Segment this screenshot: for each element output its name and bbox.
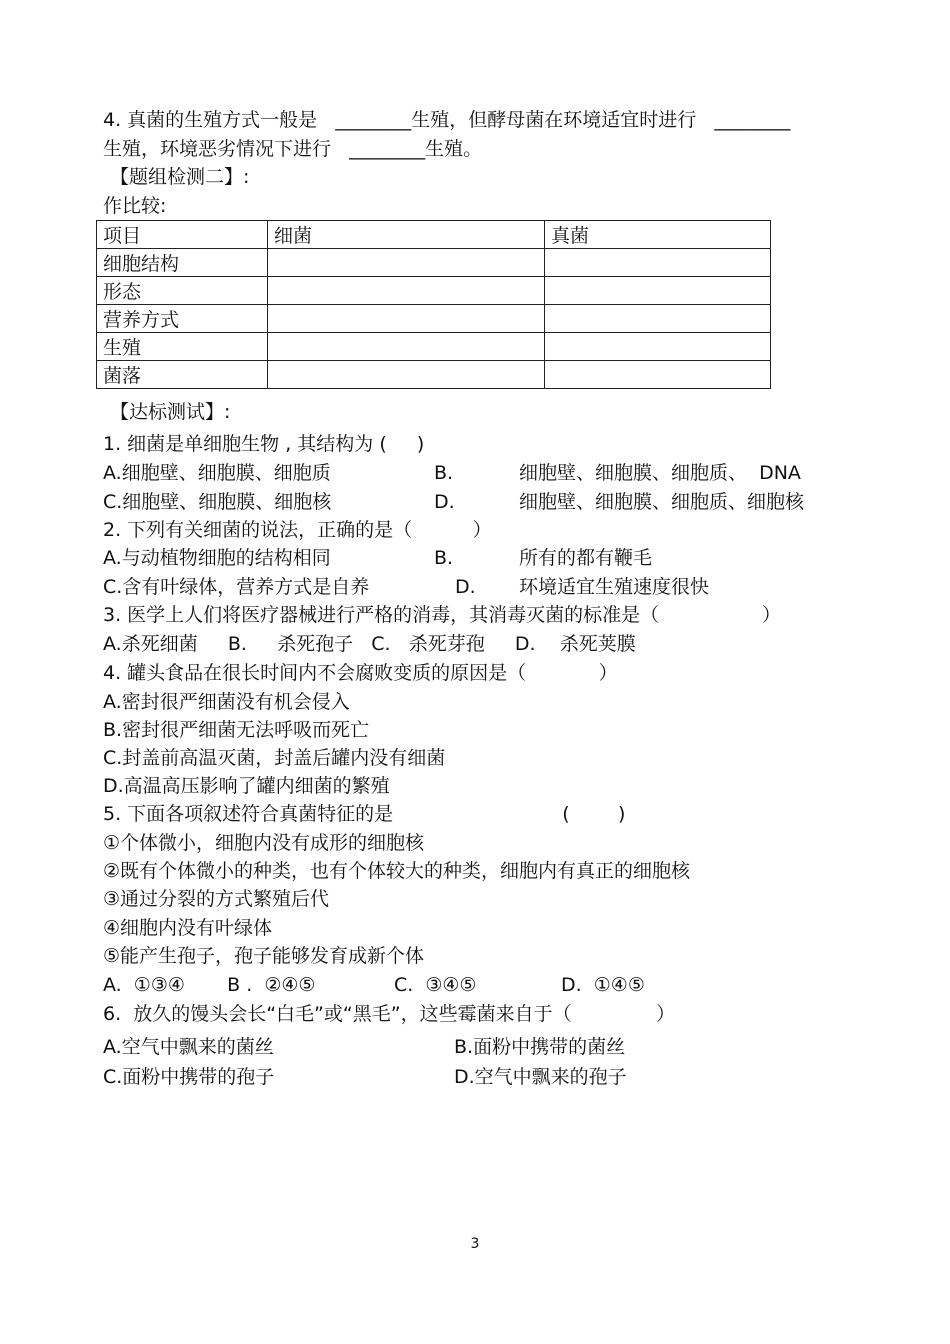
q3-options: A.杀死细菌 B. 杀死孢子 C. 杀死芽孢 D. 杀死荚膜 bbox=[103, 633, 636, 655]
row-label: 生殖 bbox=[97, 333, 268, 361]
table-cell bbox=[545, 361, 771, 389]
q5-statement-1: ①个体微小，细胞内没有成形的细胞核 bbox=[103, 832, 425, 854]
table-row bbox=[97, 277, 771, 305]
table-row bbox=[97, 305, 771, 333]
table-cell bbox=[268, 249, 545, 277]
q6-option-c: C.面粉中携带的孢子 bbox=[103, 1066, 275, 1088]
table-cell bbox=[545, 333, 771, 361]
q5-statement-2: ②既有个体微小的种类，也有个体较大的种类，细胞内有真正的细胞核 bbox=[103, 860, 691, 882]
q5-statement-4: ④细胞内没有叶绿体 bbox=[103, 917, 273, 939]
q2-option-d-key: D. bbox=[455, 576, 476, 598]
row-label: 形态 bbox=[97, 277, 268, 305]
comparison-table bbox=[96, 220, 771, 389]
table-cell bbox=[545, 277, 771, 305]
table-cell bbox=[268, 333, 545, 361]
group-title: 【题组检测二】: bbox=[110, 166, 250, 188]
q6-option-b: B.面粉中携带的菌丝 bbox=[454, 1036, 626, 1058]
compare-label: 作比较: bbox=[103, 195, 167, 217]
q2-option-b: 所有的都有鞭毛 bbox=[519, 547, 653, 569]
row-label: 细胞结构 bbox=[97, 249, 268, 277]
q3-stem: 3. 医学上人们将医疗器械进行严格的消毒，其消毒灭菌的标准是（ ） bbox=[103, 604, 781, 626]
row-label: 营养方式 bbox=[97, 305, 268, 333]
q5-options: A. ①③④ B . ②④⑤ C. ③④⑤ D. ①④⑤ bbox=[103, 974, 645, 996]
header-cell: 细菌 bbox=[268, 221, 545, 249]
table-row bbox=[97, 249, 771, 277]
row-label: 菌落 bbox=[97, 361, 268, 389]
q1-option-a: A.细胞壁、细胞膜、细胞质 bbox=[103, 462, 331, 484]
q1-option-d: 细胞壁、细胞膜、细胞质、细胞核 bbox=[519, 491, 805, 513]
q1-option-b-key: B. bbox=[434, 462, 454, 484]
q6-stem: 6. 放久的馒头会长“白毛”或“黑毛”，这些霉菌来自于（ ） bbox=[103, 1003, 676, 1025]
q2-option-d: 环境适宜生殖速度很快 bbox=[519, 576, 710, 598]
q2-option-b-key: B. bbox=[434, 547, 454, 569]
table-cell bbox=[268, 305, 545, 333]
table-row bbox=[97, 333, 771, 361]
q4-option-a: A.密封很严细菌没有机会侵入 bbox=[103, 691, 350, 713]
q2-option-c: C.含有叶绿体，营养方式是自养 bbox=[103, 576, 370, 598]
table-cell bbox=[268, 361, 545, 389]
test-title: 【达标测试】: bbox=[110, 401, 231, 423]
page-number: 3 bbox=[470, 1236, 480, 1252]
table-cell bbox=[545, 249, 771, 277]
q1-option-b: 细胞壁、细胞膜、细胞质、 DNA bbox=[519, 462, 801, 484]
q6-option-a: A.空气中飘来的菌丝 bbox=[103, 1036, 274, 1058]
header-cell: 项目 bbox=[97, 221, 268, 249]
table-cell bbox=[268, 277, 545, 305]
q1-stem: 1. 细菌是单细胞生物 , 其结构为 ( ) bbox=[103, 433, 425, 455]
q2-stem: 2. 下列有关细菌的说法，正确的是（ ） bbox=[103, 519, 492, 541]
q4-line2: 生殖，环境恶劣情况下进行 ________生殖。 bbox=[103, 138, 483, 160]
q4-option-c: C.封盖前高温灭菌，封盖后罐内没有细菌 bbox=[103, 747, 446, 769]
q4-option-b: B.密封很严细菌无法呼吸而死亡 bbox=[103, 719, 370, 741]
q5-stem: 5. 下面各项叙述符合真菌特征的是 ( ) bbox=[103, 803, 626, 825]
q1-option-c: C.细胞壁、细胞膜、细胞核 bbox=[103, 491, 332, 513]
q6-option-d: D.空气中飘来的孢子 bbox=[454, 1066, 627, 1088]
q2-option-a: A.与动植物细胞的结构相同 bbox=[103, 547, 331, 569]
table-row bbox=[97, 361, 771, 389]
table-header-row bbox=[97, 221, 771, 249]
q4-line1: 4. 真菌的生殖方式一般是 ________生殖，但酵母菌在环境适宜时进行 ________ bbox=[103, 109, 791, 131]
q5-statement-3: ③通过分裂的方式繁殖后代 bbox=[103, 888, 330, 910]
q4-option-d: D.高温高压影响了罐内细菌的繁殖 bbox=[103, 775, 390, 797]
q1-option-d-key: D. bbox=[434, 491, 455, 513]
q5-statement-5: ⑤能产生孢子，孢子能够发育成新个体 bbox=[103, 945, 425, 967]
q4-stem: 4. 罐头食品在很长时间内不会腐败变质的原因是（ ） bbox=[103, 662, 618, 684]
header-cell: 真菌 bbox=[545, 221, 771, 249]
table-cell bbox=[545, 305, 771, 333]
